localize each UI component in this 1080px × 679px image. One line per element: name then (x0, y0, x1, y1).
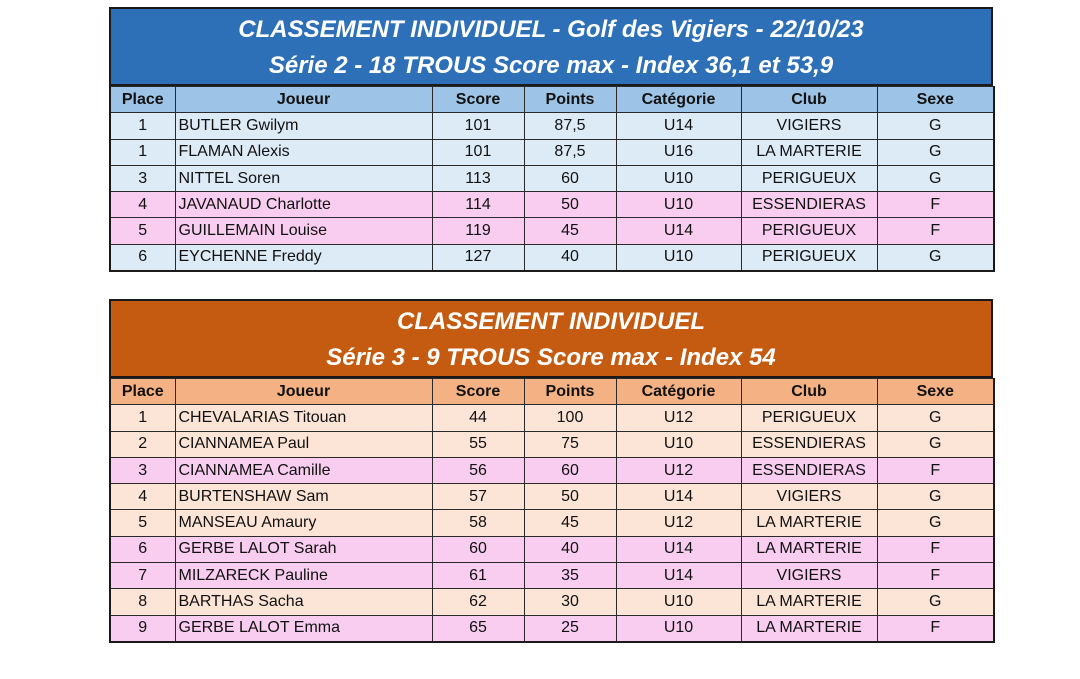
table-row (110, 405, 994, 431)
points-cell: 60 (524, 165, 616, 191)
category-cell: U14 (616, 563, 741, 589)
col-header-club: Club (741, 379, 877, 405)
club-cell: PERIGUEUX (741, 244, 877, 271)
col-header-joueur: Joueur (175, 87, 432, 113)
place-cell: 4 (110, 484, 175, 510)
table-row (110, 510, 994, 536)
place-cell: 5 (110, 510, 175, 536)
player-cell: MILZARECK Pauline (175, 563, 432, 589)
table-banner (109, 7, 993, 86)
club-cell: PERIGUEUX (741, 405, 877, 431)
sex-cell: G (877, 244, 994, 271)
score-cell: 114 (432, 192, 524, 218)
table-subtitle: Série 3 - 9 TROUS Score max - Index 54 (326, 344, 776, 371)
place-cell: 8 (110, 589, 175, 615)
table-subtitle: Série 2 - 18 TROUS Score max - Index 36,1 et 53,9 (268, 52, 834, 79)
col-header-points: Points (524, 87, 616, 113)
points-cell: 30 (524, 589, 616, 615)
club-cell: LA MARTERIE (741, 589, 877, 615)
table-row (110, 563, 994, 589)
category-cell: U10 (616, 244, 741, 271)
player-cell: MANSEAU Amaury (175, 510, 432, 536)
points-cell: 45 (524, 218, 616, 244)
col-header-score: Score (432, 87, 524, 113)
table-title: CLASSEMENT INDIVIDUEL (396, 308, 705, 335)
club-cell: PERIGUEUX (741, 218, 877, 244)
points-cell: 60 (524, 457, 616, 483)
place-cell: 7 (110, 563, 175, 589)
category-cell: U10 (616, 431, 741, 457)
table-title: CLASSEMENT INDIVIDUEL - Golf des Vigiers - 22/10/23 (238, 16, 864, 43)
points-cell: 50 (524, 484, 616, 510)
sex-cell: G (877, 484, 994, 510)
points-cell: 50 (524, 192, 616, 218)
points-cell: 87,5 (524, 139, 616, 165)
player-cell: GERBE LALOT Sarah (175, 536, 432, 562)
player-cell: CIANNAMEA Camille (175, 457, 432, 483)
score-cell: 62 (432, 589, 524, 615)
place-cell: 2 (110, 431, 175, 457)
points-cell: 40 (524, 244, 616, 271)
category-cell: U12 (616, 405, 741, 431)
player-cell: CHEVALARIAS Titouan (175, 405, 432, 431)
results-table (109, 86, 995, 272)
club-cell: VIGIERS (741, 484, 877, 510)
player-cell: BARTHAS Sacha (175, 589, 432, 615)
score-cell: 61 (432, 563, 524, 589)
points-cell: 87,5 (524, 113, 616, 139)
category-cell: U14 (616, 536, 741, 562)
col-header-club: Club (741, 87, 877, 113)
table-row (110, 139, 994, 165)
points-cell: 45 (524, 510, 616, 536)
score-cell: 60 (432, 536, 524, 562)
category-cell: U14 (616, 113, 741, 139)
category-cell: U10 (616, 589, 741, 615)
points-cell: 100 (524, 405, 616, 431)
col-header-joueur: Joueur (175, 379, 432, 405)
sex-cell: F (877, 457, 994, 483)
col-header-sexe: Sexe (877, 87, 994, 113)
club-cell: LA MARTERIE (741, 510, 877, 536)
points-cell: 25 (524, 615, 616, 642)
col-header-place: Place (110, 87, 175, 113)
table-row (110, 165, 994, 191)
table-row (110, 589, 994, 615)
place-cell: 1 (110, 405, 175, 431)
col-header-place: Place (110, 379, 175, 405)
col-header-sexe: Sexe (877, 379, 994, 405)
score-cell: 127 (432, 244, 524, 271)
club-cell: ESSENDIERAS (741, 457, 877, 483)
player-cell: JAVANAUD Charlotte (175, 192, 432, 218)
player-cell: BURTENSHAW Sam (175, 484, 432, 510)
sex-cell: G (877, 139, 994, 165)
sex-cell: F (877, 192, 994, 218)
club-cell: ESSENDIERAS (741, 431, 877, 457)
points-cell: 75 (524, 431, 616, 457)
sex-cell: G (877, 431, 994, 457)
place-cell: 6 (110, 244, 175, 271)
col-header-categorie: Catégorie (616, 379, 741, 405)
ranking-table-serie-3 (109, 299, 993, 643)
col-header-score: Score (432, 379, 524, 405)
table-row (110, 536, 994, 562)
table-row (110, 218, 994, 244)
sex-cell: F (877, 218, 994, 244)
score-cell: 44 (432, 405, 524, 431)
club-cell: LA MARTERIE (741, 536, 877, 562)
category-cell: U12 (616, 510, 741, 536)
place-cell: 1 (110, 139, 175, 165)
player-cell: CIANNAMEA Paul (175, 431, 432, 457)
club-cell: LA MARTERIE (741, 139, 877, 165)
ranking-table-serie-2 (109, 7, 993, 272)
place-cell: 9 (110, 615, 175, 642)
table-row (110, 192, 994, 218)
place-cell: 4 (110, 192, 175, 218)
sex-cell: F (877, 536, 994, 562)
player-cell: GERBE LALOT Emma (175, 615, 432, 642)
sex-cell: G (877, 165, 994, 191)
place-cell: 6 (110, 536, 175, 562)
score-cell: 101 (432, 113, 524, 139)
place-cell: 3 (110, 457, 175, 483)
score-cell: 57 (432, 484, 524, 510)
club-cell: LA MARTERIE (741, 615, 877, 642)
score-cell: 56 (432, 457, 524, 483)
place-cell: 1 (110, 113, 175, 139)
club-cell: VIGIERS (741, 563, 877, 589)
category-cell: U14 (616, 218, 741, 244)
score-cell: 101 (432, 139, 524, 165)
header-row (110, 379, 994, 405)
table-row (110, 457, 994, 483)
sex-cell: G (877, 589, 994, 615)
score-cell: 65 (432, 615, 524, 642)
score-cell: 119 (432, 218, 524, 244)
table-banner (109, 299, 993, 378)
place-cell: 3 (110, 165, 175, 191)
sex-cell: G (877, 405, 994, 431)
table-row (110, 615, 994, 642)
score-cell: 113 (432, 165, 524, 191)
sex-cell: F (877, 615, 994, 642)
category-cell: U14 (616, 484, 741, 510)
player-cell: EYCHENNE Freddy (175, 244, 432, 271)
club-cell: PERIGUEUX (741, 165, 877, 191)
points-cell: 35 (524, 563, 616, 589)
category-cell: U10 (616, 165, 741, 191)
score-cell: 55 (432, 431, 524, 457)
club-cell: ESSENDIERAS (741, 192, 877, 218)
place-cell: 5 (110, 218, 175, 244)
table-row (110, 113, 994, 139)
player-cell: NITTEL Soren (175, 165, 432, 191)
table-row (110, 431, 994, 457)
player-cell: FLAMAN Alexis (175, 139, 432, 165)
col-header-categorie: Catégorie (616, 87, 741, 113)
header-row (110, 87, 994, 113)
player-cell: GUILLEMAIN Louise (175, 218, 432, 244)
sex-cell: F (877, 563, 994, 589)
category-cell: U16 (616, 139, 741, 165)
table-row (110, 244, 994, 271)
sex-cell: G (877, 510, 994, 536)
col-header-points: Points (524, 379, 616, 405)
results-table (109, 378, 995, 643)
sex-cell: G (877, 113, 994, 139)
table-row (110, 484, 994, 510)
category-cell: U10 (616, 615, 741, 642)
category-cell: U12 (616, 457, 741, 483)
player-cell: BUTLER Gwilym (175, 113, 432, 139)
score-cell: 58 (432, 510, 524, 536)
points-cell: 40 (524, 536, 616, 562)
category-cell: U10 (616, 192, 741, 218)
club-cell: VIGIERS (741, 113, 877, 139)
